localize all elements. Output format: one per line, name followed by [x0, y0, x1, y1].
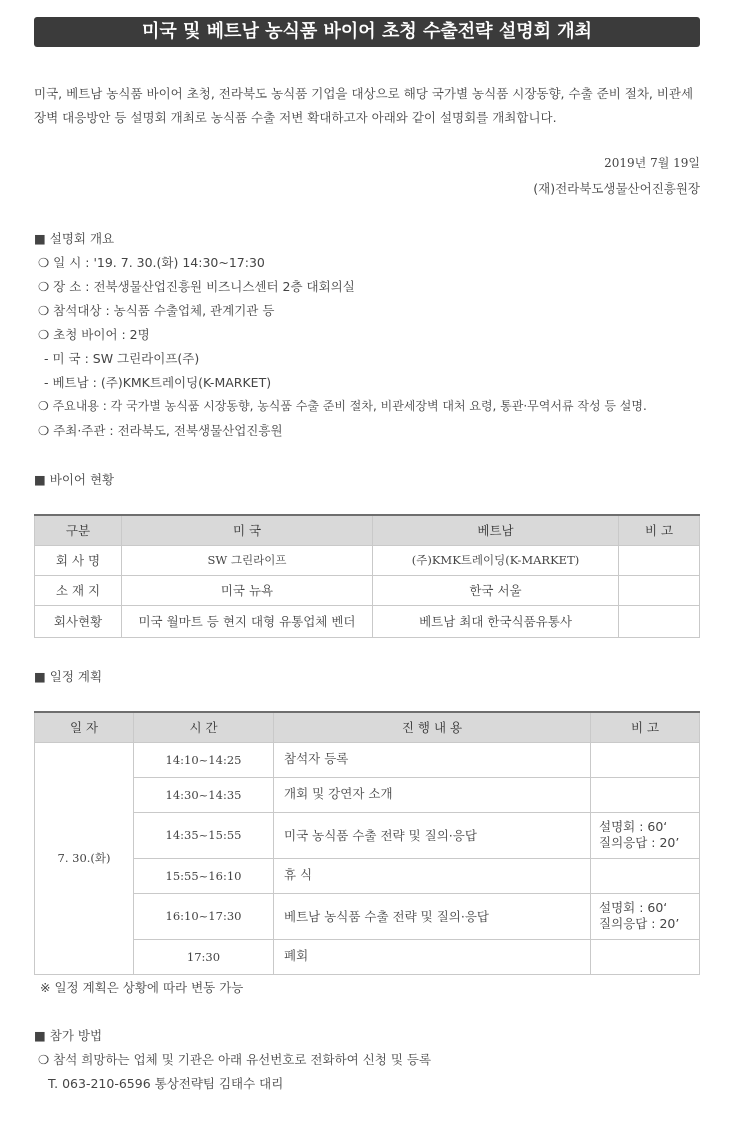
buyers-table — [34, 514, 700, 638]
table-row — [35, 545, 700, 575]
schedule-note — [591, 777, 700, 812]
schedule-header-content: 진 행 내 용 — [274, 712, 591, 742]
overview-attendees: ❍ 참석대상 : 농식품 수출업체, 관계기관 등 — [38, 303, 275, 318]
table-row — [35, 939, 700, 974]
buyers-header-category: 구분 — [35, 515, 122, 545]
page-title: 미국 및 베트남 농식품 바이어 초청 수출전략 설명회 개최 — [34, 17, 700, 47]
buyers-cell-label: 소 재 지 — [35, 575, 122, 605]
schedule-header-time: 시 간 — [134, 712, 274, 742]
schedule-time: 14:10~14:25 — [134, 742, 274, 777]
overview-venue: ❍ 장 소 : 전북생물산업진흥원 비즈니스센터 2층 대회의실 — [38, 279, 355, 294]
schedule-header-note: 비 고 — [591, 712, 700, 742]
buyers-cell-vn: 한국 서울 — [373, 575, 619, 605]
overview-host: ❍ 주최·주관 : 전라북도, 전북생물산업진흥원 — [38, 423, 283, 438]
buyers-cell-us: 미국 월마트 등 현지 대형 유통업체 벤더 — [122, 605, 373, 637]
schedule-time: 17:30 — [134, 939, 274, 974]
overview-buyer-vn: - 베트남 : (주)KMK트레이딩(K-MARKET) — [44, 375, 272, 390]
overview-content: ❍ 주요내용 : 각 국가별 농식품 시장동향, 농식품 수출 준비 절차, 비관세장벽 대처 요령, 통관·무역서류 작성 등 설명. — [38, 399, 647, 413]
overview-buyers: ❍ 초청 바이어 : 2명 — [38, 327, 150, 342]
schedule-note — [591, 742, 700, 777]
schedule-content: 미국 농식품 수출 전략 및 질의·응답 — [274, 812, 591, 858]
buyers-cell-vn: 베트남 최대 한국식품유통사 — [373, 605, 619, 637]
table-row — [35, 812, 700, 858]
table-row — [35, 777, 700, 812]
intro-text: 미국, 베트남 농식품 바이어 초청, 전라북도 농식품 기업을 대상으로 해당 국가별 농식품 시장동향, 수출 준비 절차, 비관세장벽 대응방안 등 설명회 개최로 농식품 수출 저변 확대하고자 아래와 같이 설명회를 개최합니다. — [34, 86, 694, 125]
buyers-cell-us: SW 그린라이프 — [122, 545, 373, 575]
schedule-content: 참석자 등록 — [274, 742, 591, 777]
schedule-time: 14:35~15:55 — [134, 812, 274, 858]
schedule-content: 개회 및 강연자 소개 — [274, 777, 591, 812]
buyers-cell-us: 미국 뉴욕 — [122, 575, 373, 605]
table-row — [35, 575, 700, 605]
buyers-cell-vn: (주)KMK트레이딩(K-MARKET) — [373, 545, 619, 575]
note-presentation: 설명회 : 60‘ — [599, 900, 668, 915]
schedule-footnote: ※ 일정 계획은 상황에 따라 변동 가능 — [40, 980, 244, 995]
buyers-cell-note — [619, 575, 700, 605]
buyers-cell-note — [619, 545, 700, 575]
table-row — [35, 605, 700, 637]
overview-heading: ■ 설명회 개요 — [34, 231, 115, 246]
schedule-content: 베트남 농식품 수출 전략 및 질의·응답 — [274, 893, 591, 939]
schedule-time: 16:10~17:30 — [134, 893, 274, 939]
table-row — [35, 893, 700, 939]
participation-heading: ■ 참가 방법 — [34, 1028, 103, 1043]
participation-contact: T. 063-210-6596 통상전략팀 김태수 대리 — [48, 1076, 284, 1091]
table-row — [35, 858, 700, 893]
schedule-note — [591, 893, 700, 939]
schedule-table — [34, 711, 700, 975]
table-row — [35, 742, 700, 777]
buyers-cell-label: 회 사 명 — [35, 545, 122, 575]
schedule-content: 폐회 — [274, 939, 591, 974]
schedule-note — [591, 858, 700, 893]
overview-buyer-us: - 미 국 : SW 그린라이프(주) — [44, 351, 200, 366]
note-qa: 질의응답 : 20’ — [599, 916, 680, 931]
buyers-header-vn: 베트남 — [373, 515, 619, 545]
buyers-header-note: 비 고 — [619, 515, 700, 545]
buyers-header-us: 미 국 — [122, 515, 373, 545]
buyers-heading: ■ 바이어 현황 — [34, 472, 115, 487]
schedule-date: 7. 30.(화) — [35, 742, 134, 974]
note-qa: 질의응답 : 20’ — [599, 835, 680, 850]
note-presentation: 설명회 : 60‘ — [599, 819, 668, 834]
schedule-note — [591, 939, 700, 974]
issuing-org: (재)전라북도생물산어진흥원장 — [533, 181, 700, 196]
buyers-cell-note — [619, 605, 700, 637]
schedule-time: 14:30~14:35 — [134, 777, 274, 812]
overview-datetime: ❍ 일 시 : '19. 7. 30.(화) 14:30~17:30 — [38, 255, 265, 270]
buyers-cell-label: 회사현황 — [35, 605, 122, 637]
schedule-header-date: 일 자 — [35, 712, 134, 742]
schedule-time: 15:55~16:10 — [134, 858, 274, 893]
schedule-heading: ■ 일정 계획 — [34, 669, 103, 684]
notice-date: 2019년 7월 19일 — [604, 156, 700, 170]
schedule-note — [591, 812, 700, 858]
participation-method: ❍ 참석 희망하는 업체 및 기관은 아래 유선번호로 전화하여 신청 및 등록 — [38, 1052, 432, 1067]
schedule-content: 휴 식 — [274, 858, 591, 893]
